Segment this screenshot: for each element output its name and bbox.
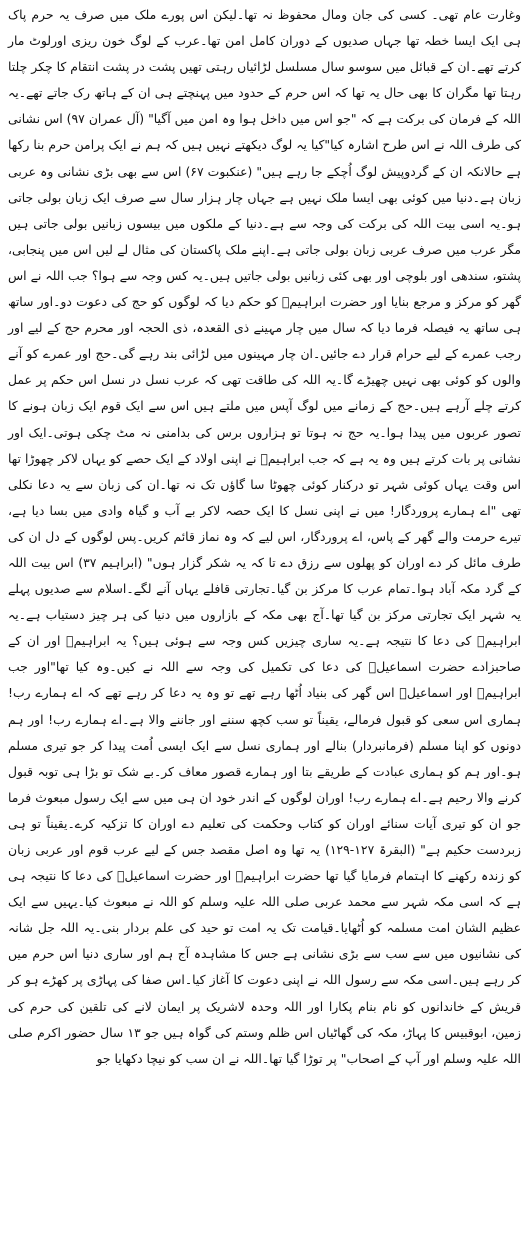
body-text: وغارت عام تھی۔ کسی کی جان ومال محفوظ نہ تھا۔لیکن اس پورے ملک میں صرف یہ حرم پاک ہی ایک ایسا خطہ تھا جہاں صدیوں کے دوران کامل امن تھا۔عرب کے لوگ خون ریزی اورلوٹ مار کرتے تھے۔ان کے قبائل میں سوسو سال مسلسل لڑائیاں رہتی تھیں پشت در پشت انتقام کا چکر چلتا رہتا تھا مگران کا بھی حال یہ تھا کہ اس حرم کے حدود میں پہنچتے ہی ان کے ہاتھ رک جاتے تھے۔یہ اللہ کے فرمان کی برکت ہے کہ "جو اس میں داخل ہوا وہ امن میں آگیا" (آل عمران ۹۷) اس نشانی کی طرف اللہ نے اس طرح اشارہ کیا"کیا یہ لوگ دیکھتے نہیں ہیں کہ ہم نے ایک پرامن حرم بنا رکھا ہے حالانکہ ان کے گردوپیش لوگ اُچکے جا رہے ہیں" (عنکبوت ۶۷) اس سے بھی بڑی نشانی وہ عربی زبان ہے۔دنیا میں کوئی بھی ایسا ملک نہیں ہے جہاں چار ہزار سال سے صرف ایک زبان بولی جاتی ہو۔یہ اسی بیت اللہ کی برکت کی وجہ سے ہے۔دنیا کے ملکوں میں بیسوں زبانیں بولی جاتی ہیں مگر عرب میں صرف عربی زبان بولی جاتی ہے۔اپنے ملک پاکستان کی مثال لے لیں اس میں پنجابی، پشتو، سندھی اور بلوچی اور بھی کئی زبانیں بولی جاتیں ہیں۔یہ کس وجہ سے ہوا؟ جب اللہ نے اس گھر کو مرکز و مرجع بنایا اور حضرت ابراہیمؑ کو حکم دیا کہ لوگوں کو حج کی دعوت دو۔اور ساتھ ہی ساتھ یہ فیصلہ فرما دیا کہ سال میں چار مہینے ذی القعدہ، ذی الحجہ اور محرم حج کے لیے اور رجب عمرے کے لیے حرام قرار دے جائیں۔ان چار مہینوں میں لڑائی بند رہے گی۔حج اور عمرے کو آنے والوں کو کوئی بھی نہیں چھیڑے گا۔یہ اللہ کی طاقت تھی کہ عرب نسل در نسل اس حکم پر عمل کرتے چلے آرہے ہیں۔حج کے زمانے میں لوگ آپس میں ملتے ہیں اس سے ایک قوم ایک زبان ہونے کا تصور عربوں میں پیدا ہوا۔یہ حج نہ ہوتا تو ہزاروں برس کی بدامنی نہ مٹ چکی ہوتی۔ایک اور نشانی پر بات کرتے ہیں وہ یہ ہے کہ جب ابراہیمؑ نے اپنی اولاد کے ایک حصے کو یہاں لاکر چھوڑا تھا اس وقت یہاں کوئی شہر تو درکنار کوئی چھوٹا سا گاؤں تک نہ تھا۔ان کی زبان سے یہ دعا نکلی تھی "اے ہمارے پروردگار! میں نے اپنی نسل کا ایک حصہ لاکر بے آب و گیاہ وادی میں بسا دیا ہے، تیرے حرمت والے گھر کے پاس، اے پروردگار، اس لیے کہ وہ نماز قائم کریں۔پس لوگوں کے دل ان کی طرف مائل کر دے اوران کو پھلوں سے رزق دے تا کہ یہ شکر گزار ہوں" (ابراہیم ۳۷) اس بیت اللہ کے گرد مکہ آباد ہوا۔تمام عرب کا مرکز بن گیا۔تجارتی قافلے یہاں آنے لگے۔اسلام سے صدیوں پہلے یہ شہر ایک تجارتی مرکز بن گیا تھا۔آج بھی مکہ کے بازاروں میں دنیا کی ہر چیز دستیاب ہے۔یہ ابراہیمؑ کی دعا کا نتیجہ ہے۔یہ ساری چیزیں کس وجہ سے ہوئی ہیں؟ یہ ابراہیمؑ اور ان کے صاحبزادے حضرت اسماعیلؑ کی دعا کی تکمیل کی وجہ سے اللہ نے کیں۔وہ کیا تھا"اور جب ابراہیمؑ اور اسماعیلؑ اس گھر کی بنیاد اُٹھا رہے تھے تو وہ یہ دعا کر رہے تھے کہ اے ہمارے رب! ہماری اس سعی کو قبول فرمالے، یقیناً تو سب کچھ سننے اور جاننے والا ہے۔اے ہمارے رب! اور ہم دونوں کو اپنا مسلم (فرمانبردار) بنالے اور ہماری نسل سے ایک ایسی اُمت پیدا کر جو تیری مسلم ہو۔اور ہم کو ہماری عبادت کے طریقے بتا اور ہمارے قصور معاف کر۔بے شک تو بڑا ہی توبہ قبول کرنے والا رحیم ہے۔اے ہمارے رب! اوران لوگوں کے اندر خود ان ہی میں سے ایک رسول مبعوث فرما جو ان کو تیری آیات سنائے اوران کو کتاب وحکمت کی تعلیم دے اوران کا تزکیہ کرے۔یقیناً تو ہی زبردست حکیم ہے" (البقرۃ ۱۲۷-۱۲۹) یہ تھا وہ اصل مقصد جس کے لیے عرب قوم اور عربی زبان کو زندہ رکھنے کا اہتمام فرمایا گیا تھا حضرت ابراہیمؑ اور حضرت اسماعیلؑ کی دعا کا نتیجہ ہی ہے کہ اسی مکہ شہر سے محمد عربی صلی اللہ علیہ وسلم کو اللہ نے مبعوث کیا۔یہیں سے ایک عظیم الشان امت مسلمہ کو اُٹھایا۔قیامت تک یہ امت تو حید کی علم بردار بنی۔یہ اللہ جل شانہ کی نشانیوں میں سے سب سے بڑی نشانی ہے جس کا مشاہدہ آج ہم اور ساری دنیا اس حرم میں کر رہے ہیں۔اسی مکہ سے رسول اللہ نے اپنی دعوت کا آغاز کیا۔اس صفا کی پہاڑی پر کھڑے ہو کر قریش کے خاندانوں کو نام بنام پکارا اور اللہ وحدہ لاشریک پر ایمان لانے کی تلقین کی حرم کی زمین، ابوقبیس کا پہاڑ، مکہ کی گھاٹیاں اس ظلم وستم کی گواہ ہیں جو ۱۳ سال حضور اکرم صلی اللہ علیہ وسلم اور آپ کے اصحاب" پر توڑا گیا تھا۔اللہ نے ان سب کو نیچا دکھایا جو [8,7,522,1066]
